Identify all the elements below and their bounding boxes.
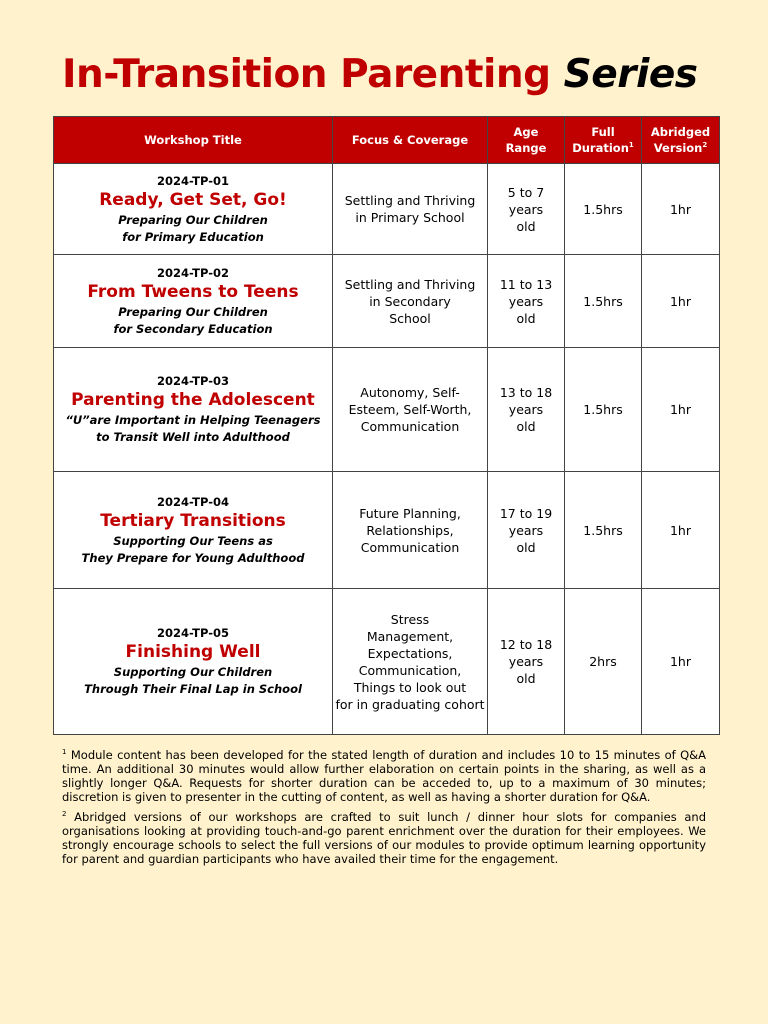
focus-cell: Future Planning, Relationships, Communication bbox=[333, 472, 488, 589]
age-cell: 11 to 13 years old bbox=[488, 255, 565, 348]
footnote-1: $^1$ Module content has been developed for the stated length of duration and includes 10 to 15 minutes of Q&A time. An additional 30 minutes would allow further elaboration on certain points in the sharing, as well as a slightly longer Q&A. Requests for shorter duration can be acceded to, up to a maximum of 30 minutes; discretion is given to presenter in the cutting of content, as well as having a shorter duration for Q&A. bbox=[62, 748, 707, 804]
workshop-code: 2024-TP-01 bbox=[157, 173, 229, 188]
header-age-range: Age Range bbox=[488, 117, 565, 164]
workshop-subtitle: Preparing Our Children for Secondary Education bbox=[113, 304, 273, 336]
workshop-code: 2024-TP-03 bbox=[157, 374, 229, 388]
table-row bbox=[54, 348, 720, 472]
workshop-title-cell bbox=[54, 472, 333, 589]
focus-cell: Settling and Thriving in Secondary School bbox=[333, 255, 488, 348]
focus-cell: Stress Management, Expectations, Communication, Things to look out for in graduating cohort bbox=[333, 589, 488, 735]
workshop-subtitle: Supporting Our Teens as They Prepare for Young Adulthood bbox=[81, 533, 305, 565]
abridged-cell: 1hr bbox=[642, 164, 720, 255]
workshop-name: Ready, Get Set, Go! bbox=[99, 189, 287, 210]
age-cell: 12 to 18 years old bbox=[488, 589, 565, 735]
workshop-code: 2024-TP-05 bbox=[157, 626, 229, 640]
full-duration-cell: 2hrs bbox=[565, 589, 642, 735]
header-workshop-title: Workshop Title bbox=[54, 117, 333, 164]
age-cell: 5 to 7 years old bbox=[488, 164, 565, 255]
table-row bbox=[54, 255, 720, 348]
workshop-title-cell bbox=[54, 348, 333, 472]
age-cell: 17 to 19 years old bbox=[488, 472, 565, 589]
workshop-table bbox=[53, 116, 720, 735]
focus-cell: Autonomy, Self- Esteem, Self-Worth, Communication bbox=[333, 348, 488, 472]
header-abridged-version: Abridged Version$^2$ bbox=[642, 117, 720, 164]
workshop-subtitle: Supporting Our Children Through Their Final Lap in School bbox=[84, 665, 302, 696]
workshop-subtitle: Preparing Our Children for Primary Education bbox=[118, 212, 268, 244]
workshop-name: From Tweens to Teens bbox=[87, 281, 299, 302]
focus-cell: Settling and Thriving in Primary School bbox=[333, 164, 488, 255]
table-header-row bbox=[54, 117, 720, 164]
footnote-2-mark: 2 bbox=[62, 810, 67, 819]
abridged-cell: 1hr bbox=[642, 589, 720, 735]
table-row bbox=[54, 589, 720, 735]
workshop-title-cell bbox=[54, 164, 333, 255]
page-title-accent: Series bbox=[563, 52, 698, 97]
workshop-code: 2024-TP-04 bbox=[157, 494, 229, 509]
header-focus: Focus & Coverage bbox=[333, 117, 488, 164]
workshop-title-cell bbox=[54, 589, 333, 735]
table-row bbox=[54, 472, 720, 589]
full-duration-cell: 1.5hrs bbox=[565, 472, 642, 589]
workshop-subtitle: “U”are Important in Helping Teenagers to Transit Well into Adulthood bbox=[65, 413, 321, 444]
workshop-name: Tertiary Transitions bbox=[100, 510, 286, 531]
workshop-name: Finishing Well bbox=[125, 642, 261, 662]
table-row bbox=[54, 164, 720, 255]
abridged-cell: 1hr bbox=[642, 472, 720, 589]
full-duration-cell: 1.5hrs bbox=[565, 164, 642, 255]
full-duration-cell: 1.5hrs bbox=[565, 255, 642, 348]
full-duration-cell: 1.5hrs bbox=[565, 348, 642, 472]
abridged-cell: 1hr bbox=[642, 348, 720, 472]
page-title-main: In-Transition Parenting bbox=[62, 52, 551, 97]
footnotes bbox=[62, 748, 706, 872]
age-cell: 13 to 18 years old bbox=[488, 348, 565, 472]
header-full-duration: Full Duration$^1$ bbox=[565, 117, 642, 164]
workshop-name: Parenting the Adolescent bbox=[71, 390, 315, 410]
workshop-title-cell bbox=[54, 255, 333, 348]
abridged-cell: 1hr bbox=[642, 255, 720, 348]
page-title bbox=[62, 52, 697, 97]
footnote-2: $^2$ Abridged versions of our workshops are crafted to suit lunch / dinner hour slots for companies and organisations looking at providing touch-and-go parent enrichment over the duration for their employees. We strongly encourage schools to select the full versions of our modules to provide optimum learning opportunity for parent and guardian participants who have availed their time for the engagement. bbox=[62, 810, 707, 866]
workshop-code: 2024-TP-02 bbox=[157, 265, 229, 280]
footnote-1-mark: 1 bbox=[62, 748, 67, 757]
